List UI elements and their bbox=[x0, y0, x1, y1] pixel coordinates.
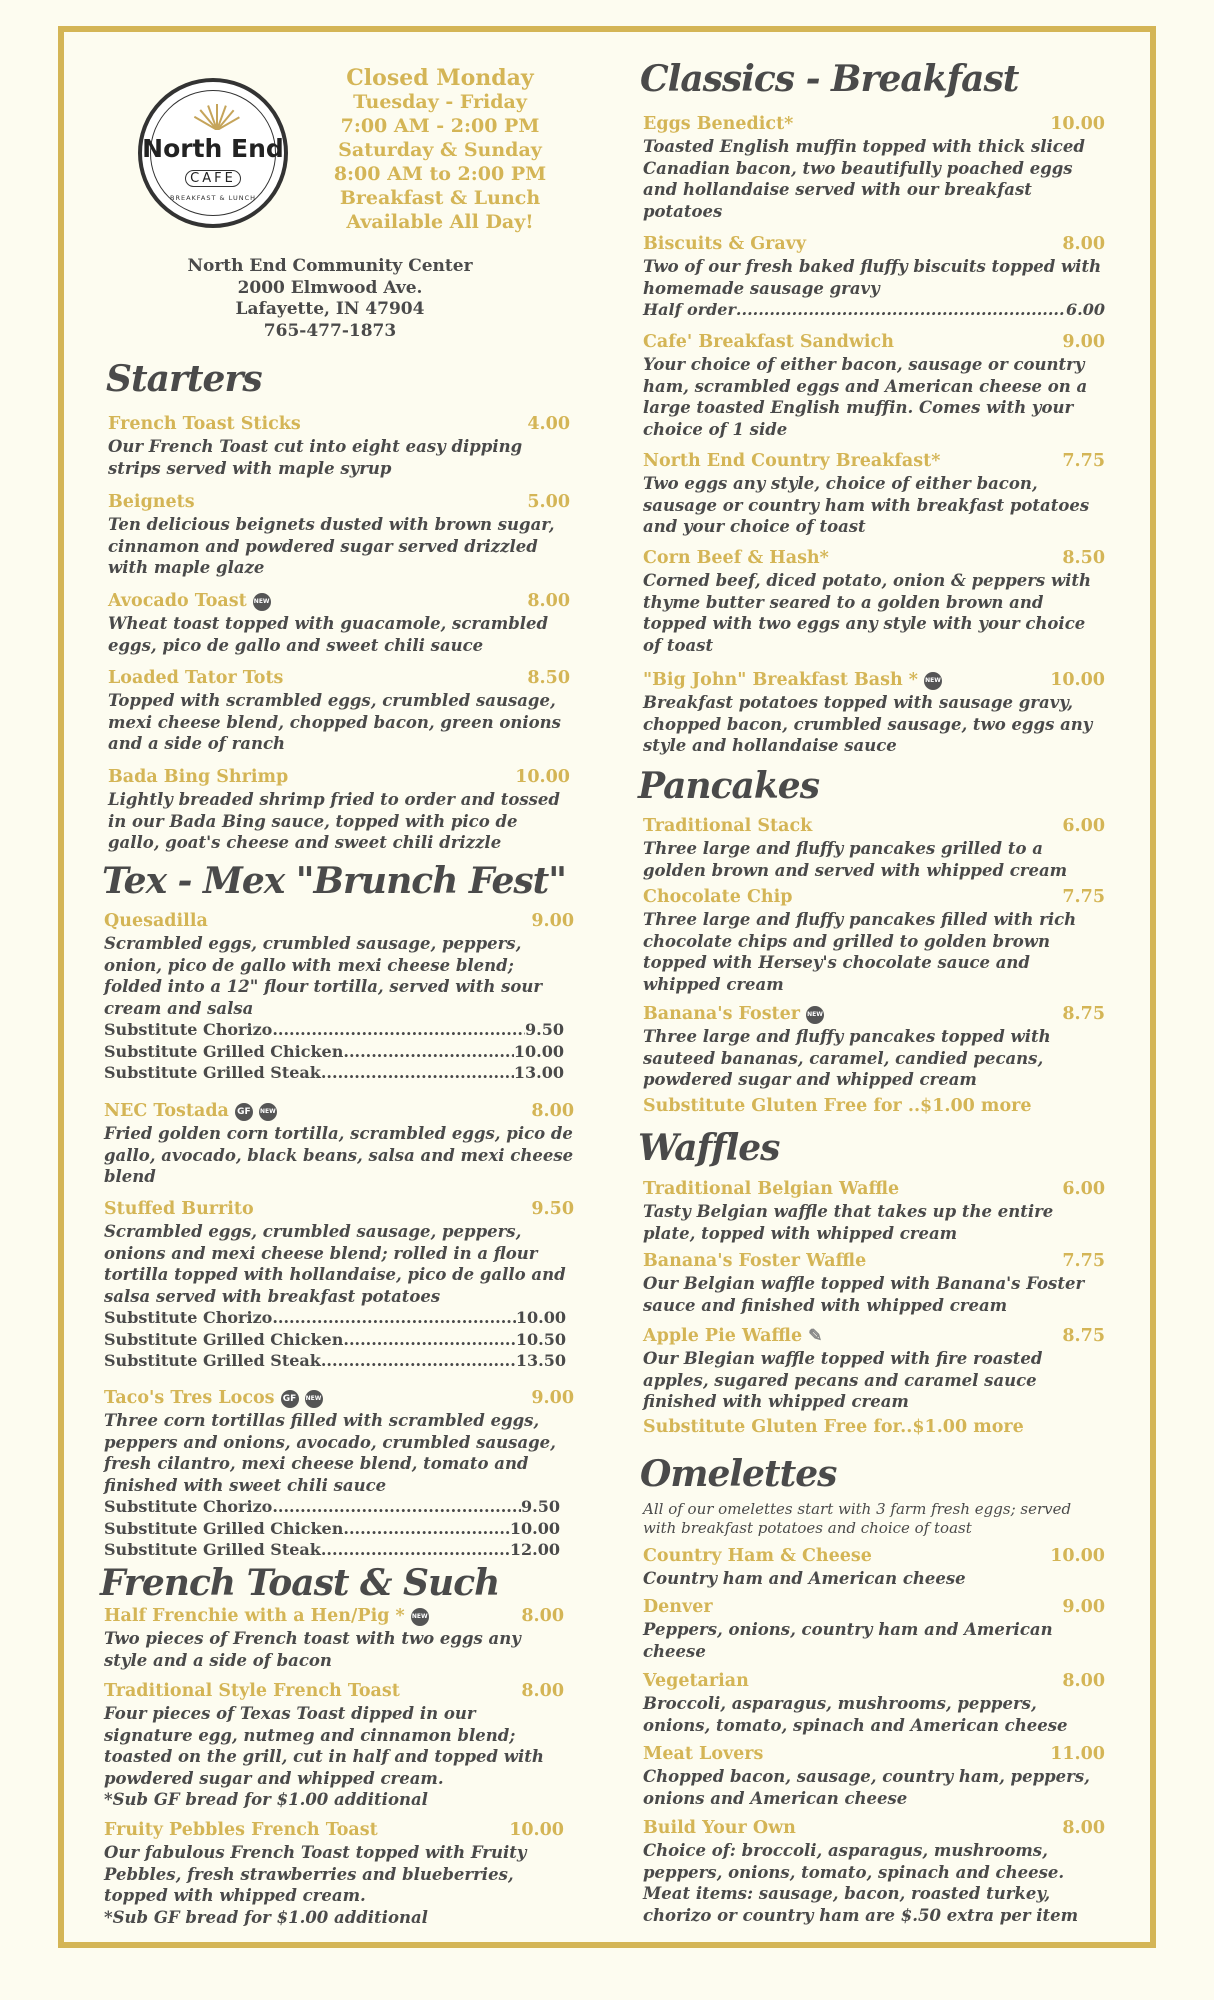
item-price: 7.75 bbox=[1062, 451, 1105, 471]
item-name: Taco's Tres Locos bbox=[104, 1388, 275, 1408]
item-description: Your choice of either bacon, sausage or country ham, scrambled eggs and American cheese on a large toasted English muffin. Comes with your choice of 1 side bbox=[643, 355, 1088, 439]
item-price: 10.00 bbox=[515, 767, 570, 787]
item-description: Broccoli, asparagus, mushrooms, peppers, onions, tomato, spinach and American cheese bbox=[643, 1694, 1068, 1735]
address-block bbox=[140, 256, 520, 342]
menu-item bbox=[643, 1250, 1105, 1316]
item-name: Traditional Belgian Waffle bbox=[643, 1179, 900, 1199]
substitution-row: Substitute Chorizo ..... 9.50 bbox=[104, 1019, 564, 1041]
section-title-french-toast: French Toast & Such bbox=[100, 1562, 500, 1604]
item-description: Choice of: broccoli, asparagus, mushrooms, peppers, onions, tomato, spinach and cheese. Meat items: sausage, bacon, roasted turkey, chorizo or country ham are $.50 extra per item bbox=[643, 1841, 1079, 1925]
item-description: Peppers, onions, country ham and American cheese bbox=[643, 1620, 1053, 1661]
item-name: Stuffed Burrito bbox=[104, 1199, 254, 1219]
menu-item bbox=[108, 491, 570, 579]
item-price: 9.00 bbox=[1062, 1597, 1105, 1617]
section-title-waffles: Waffles bbox=[638, 1127, 780, 1169]
half-order-row: Half order ..... 6.00 bbox=[643, 299, 1105, 321]
item-price: 8.00 bbox=[1062, 1818, 1105, 1838]
section-title-omelettes: Omelettes bbox=[640, 1453, 837, 1495]
menu-item bbox=[104, 1387, 574, 1561]
menu-item bbox=[108, 766, 570, 854]
item-name: Country Ham & Cheese bbox=[643, 1546, 872, 1566]
section-title-classics: Classics - Breakfast bbox=[640, 58, 1019, 100]
address-line: North End Community Center bbox=[187, 256, 473, 276]
section-title-pancakes: Pancakes bbox=[638, 765, 819, 807]
item-price: 8.00 bbox=[521, 1681, 564, 1701]
item-description: Our fabulous French Toast topped with Fruity Pebbles, fresh strawberries and blueberries, topped with whipped cream. bbox=[104, 1843, 527, 1905]
gf-bread-note: *Sub GF bread for $1.00 additional bbox=[104, 1907, 428, 1927]
item-price: 6.00 bbox=[1062, 816, 1105, 836]
item-name: Bada Bing Shrimp bbox=[108, 767, 289, 787]
substitution-row: Substitute Grilled Chicken ..... 10.50 bbox=[104, 1329, 566, 1351]
item-name: Beignets bbox=[108, 492, 195, 512]
hours-line: Available All Day! bbox=[346, 211, 534, 233]
item-price: 9.00 bbox=[1062, 332, 1105, 352]
item-description: Two of our fresh baked fluffy biscuits topped with homemade sausage gravy bbox=[643, 257, 1102, 298]
item-price: 8.75 bbox=[1062, 1004, 1105, 1024]
item-description: Our Belgian waffle topped with Banana's Foster sauce and finished with whipped cream bbox=[643, 1274, 1085, 1315]
item-price: 7.75 bbox=[1062, 887, 1105, 907]
item-description: Three corn tortillas filled with scrambled eggs, peppers and onions, avocado, crumbled sausage, fresh cilantro, mexi cheese blend, tomato and finished with sweet chili sauce bbox=[104, 1411, 556, 1495]
item-name: Meat Lovers bbox=[643, 1744, 764, 1764]
item-description: Three large and fluffy pancakes filled with rich chocolate chips and grilled to golden brown topped with Hersey's chocolate sauce and whipped cream bbox=[643, 910, 1077, 994]
item-description: Four pieces of Texas Toast dipped in our signature egg, nutmeg and cinnamon blend; toasted on the grill, cut in half and topped with powdered sugar and whipped cream. bbox=[104, 1704, 544, 1788]
gluten-free-badge-icon: GF bbox=[281, 1390, 299, 1408]
hours-line: 7:00 AM - 2:00 PM bbox=[340, 115, 540, 137]
menu-item bbox=[104, 1819, 564, 1928]
menu-item bbox=[643, 1545, 1105, 1590]
item-description: Chopped bacon, sausage, country ham, peppers, onions and American cheese bbox=[643, 1767, 1090, 1808]
item-description: Toasted English muffin topped with thick sliced Canadian bacon, two beautifully poached eggs and hollandaise served with our breakfast potatoes bbox=[643, 137, 1085, 221]
omelettes-note: All of our omelettes start with 3 farm fresh eggs; served with breakfast potatoes and choice of toast bbox=[643, 1500, 1072, 1537]
section-title-tex-mex: Tex - Mex "Brunch Fest" bbox=[102, 860, 567, 902]
item-description: Ten delicious beignets dusted with brown sugar, cinnamon and powdered sugar served drizzled with maple glaze bbox=[108, 515, 555, 577]
new-badge-icon: NEW bbox=[305, 1390, 323, 1408]
item-price: 9.00 bbox=[531, 911, 574, 931]
sunburst-icon bbox=[182, 100, 252, 130]
item-price: 8.00 bbox=[1062, 234, 1105, 254]
menu-item bbox=[643, 886, 1105, 995]
menu-item bbox=[643, 1743, 1105, 1809]
item-description: Three large and fluffy pancakes grilled to a golden brown and served with whipped cream bbox=[643, 839, 1068, 880]
gluten-free-note: Substitute Gluten Free for ..$1.00 more bbox=[643, 1096, 1032, 1116]
item-price: 8.75 bbox=[1062, 1326, 1105, 1346]
address-line: 2000 Elmwood Ave. bbox=[237, 277, 423, 298]
menu-item bbox=[104, 1605, 564, 1671]
substitution-row: Substitute Grilled Steak ..... 13.50 bbox=[104, 1350, 566, 1372]
item-description: Scrambled eggs, crumbled sausage, peppers, onions and mexi cheese blend; rolled in a flour tortilla topped with hollandaise, pico de gallo and salsa served with breakfast potatoes bbox=[104, 1222, 566, 1306]
menu-item bbox=[643, 233, 1105, 321]
substitution-row: Substitute Grilled Steak ..... 12.00 bbox=[104, 1539, 560, 1561]
substitution-row: Substitute Chorizo ..... 10.00 bbox=[104, 1307, 566, 1329]
item-description: Two pieces of French toast with two eggs any style and a side of bacon bbox=[104, 1629, 521, 1670]
menu-item bbox=[643, 450, 1105, 538]
item-price: 10.00 bbox=[1050, 114, 1105, 134]
menu-item bbox=[643, 331, 1105, 440]
menu-item bbox=[643, 1596, 1105, 1662]
menu-item bbox=[643, 113, 1105, 222]
item-price: 8.50 bbox=[527, 668, 570, 688]
hours-line: Closed Monday bbox=[346, 65, 534, 91]
item-price: 8.00 bbox=[521, 1606, 564, 1626]
menu-item bbox=[104, 1198, 574, 1372]
item-description: Breakfast potatoes topped with sausage gravy, chopped bacon, crumbled sausage, two eggs any style and hollandaise sauce bbox=[643, 693, 1093, 755]
hours-line: Tuesday - Friday bbox=[353, 91, 527, 113]
logo-subtitle: BREAKFAST & LUNCH bbox=[169, 194, 257, 202]
gluten-free-note: Substitute Gluten Free for..$1.00 more bbox=[643, 1417, 1024, 1437]
item-name: Avocado Toast bbox=[108, 591, 247, 611]
item-price: 11.00 bbox=[1050, 1744, 1105, 1764]
section-title-starters: Starters bbox=[106, 358, 262, 400]
item-description: Country ham and American cheese bbox=[643, 1569, 966, 1588]
item-description: Tasty Belgian waffle that takes up the entire plate, topped with whipped cream bbox=[643, 1202, 1054, 1243]
cafe-logo bbox=[138, 78, 288, 228]
item-description: Our French Toast cut into eight easy dipping strips served with maple syrup bbox=[108, 437, 523, 478]
new-badge-icon: NEW bbox=[411, 1608, 429, 1626]
new-badge-icon: NEW bbox=[806, 1006, 824, 1024]
gf-bread-note: *Sub GF bread for $1.00 additional bbox=[104, 1790, 428, 1809]
new-badge-icon: NEW bbox=[253, 593, 271, 611]
hours-line: Saturday & Sunday bbox=[338, 139, 542, 161]
item-name: Banana's Foster bbox=[643, 1004, 800, 1024]
item-name: NEC Tostada bbox=[104, 1101, 229, 1121]
menu-item bbox=[643, 1178, 1105, 1244]
menu-item bbox=[108, 667, 570, 755]
item-description: Lightly breaded shrimp fried to order and tossed in our Bada Bing sauce, topped with pico de gallo, goat's cheese and sweet chili drizzle bbox=[108, 790, 560, 852]
substitution-row: Substitute Grilled Chicken ..... 10.00 bbox=[104, 1518, 560, 1540]
item-name: Banana's Foster Waffle bbox=[643, 1251, 867, 1271]
substitution-row: Substitute Grilled Steak ..... 13.00 bbox=[104, 1062, 564, 1084]
item-description: Two eggs any style, choice of either bacon, sausage or country ham with breakfast potatoes and your choice of toast bbox=[643, 474, 1090, 536]
item-name: North End Country Breakfast* bbox=[643, 451, 941, 471]
menu-header bbox=[100, 60, 580, 350]
item-name: Corn Beef & Hash* bbox=[643, 548, 829, 568]
item-name: Biscuits & Gravy bbox=[643, 234, 807, 254]
item-name: Quesadilla bbox=[104, 911, 208, 931]
logo-name: North End bbox=[142, 134, 284, 163]
menu-item bbox=[643, 1003, 1105, 1091]
menu-item bbox=[643, 1670, 1105, 1736]
item-name: Loaded Tator Tots bbox=[108, 668, 284, 688]
address-line: Lafayette, IN 47904 bbox=[235, 299, 425, 319]
new-badge-icon: NEW bbox=[259, 1103, 277, 1121]
item-name: "Big John" Breakfast Bash * bbox=[643, 670, 918, 690]
phone-number: 765-477-1873 bbox=[263, 320, 397, 341]
item-price: 9.00 bbox=[531, 1388, 574, 1408]
menu-item bbox=[643, 1325, 1105, 1413]
item-description: Three large and fluffy pancakes topped with sauteed bananas, caramel, candied pecans, powdered sugar and whipped cream bbox=[643, 1027, 1051, 1089]
item-name: Cafe' Breakfast Sandwich bbox=[643, 332, 894, 352]
item-price: 4.00 bbox=[527, 414, 570, 434]
item-name: French Toast Sticks bbox=[108, 414, 301, 434]
menu-item bbox=[643, 1817, 1105, 1926]
item-price: 10.00 bbox=[509, 1820, 564, 1840]
item-price: 8.00 bbox=[1062, 1671, 1105, 1691]
item-price: 8.00 bbox=[531, 1101, 574, 1121]
item-name: Denver bbox=[643, 1597, 713, 1617]
substitution-row: Substitute Grilled Chicken ..... 10.00 bbox=[104, 1041, 564, 1063]
item-price: 8.00 bbox=[527, 591, 570, 611]
hours-line: 8:00 AM to 2:00 PM bbox=[333, 163, 547, 185]
logo-cafe: CAFE bbox=[185, 170, 241, 187]
item-description: Fried golden corn tortilla, scrambled eggs, pico de gallo, avocado, black beans, salsa and mexi cheese blend bbox=[104, 1124, 574, 1186]
menu-item bbox=[108, 590, 570, 656]
item-price: 10.00 bbox=[1050, 670, 1105, 690]
item-price: 6.00 bbox=[1062, 1179, 1105, 1199]
new-badge-icon: NEW bbox=[924, 672, 942, 690]
item-description: Wheat toast topped with guacamole, scrambled eggs, pico de gallo and sweet chili sauce bbox=[108, 614, 549, 655]
item-description: Our Blegian waffle topped with fire roasted apples, sugared pecans and caramel sauce finished with whipped cream bbox=[643, 1349, 1043, 1411]
menu-item bbox=[643, 669, 1105, 757]
substitution-row: Substitute Chorizo ..... 9.50 bbox=[104, 1496, 560, 1518]
item-name: Build Your Own bbox=[643, 1818, 796, 1838]
item-price: 9.50 bbox=[531, 1199, 574, 1219]
menu-item bbox=[643, 815, 1105, 881]
item-price: 8.50 bbox=[1062, 548, 1105, 568]
item-name: Traditional Style French Toast bbox=[104, 1681, 400, 1701]
item-name: Half Frenchie with a Hen/Pig * bbox=[104, 1606, 405, 1626]
menu-item bbox=[643, 547, 1105, 656]
hours-block bbox=[320, 66, 560, 234]
item-price: 10.00 bbox=[1050, 1546, 1105, 1566]
item-name: Vegetarian bbox=[643, 1671, 749, 1691]
item-name: Apple Pie Waffle bbox=[643, 1326, 803, 1346]
item-description: Corned beef, diced potato, onion & peppers with thyme butter seared to a golden brown and topped with two eggs any style with your choice of toast bbox=[643, 571, 1092, 655]
item-price: 5.00 bbox=[527, 492, 570, 512]
item-description: Topped with scrambled eggs, crumbled sausage, mexi cheese blend, chopped bacon, green onions and a side of ranch bbox=[108, 691, 561, 753]
item-price: 7.75 bbox=[1062, 1251, 1105, 1271]
menu-item bbox=[108, 413, 570, 479]
menu-item bbox=[104, 1680, 564, 1811]
pencil-icon: ✎ bbox=[808, 1326, 823, 1346]
hours-line: Breakfast & Lunch bbox=[339, 187, 541, 209]
gluten-free-badge-icon: GF bbox=[235, 1103, 253, 1121]
menu-item bbox=[104, 910, 574, 1084]
item-name: Chocolate Chip bbox=[643, 887, 793, 907]
menu-item bbox=[104, 1100, 574, 1188]
item-description: Scrambled eggs, crumbled sausage, peppers, onion, pico de gallo with mexi cheese blend; folded into a 12" flour tortilla, served with sour cream and salsa bbox=[104, 934, 543, 1018]
item-name: Fruity Pebbles French Toast bbox=[104, 1820, 378, 1840]
item-name: Traditional Stack bbox=[643, 816, 813, 836]
item-name: Eggs Benedict* bbox=[643, 114, 794, 134]
